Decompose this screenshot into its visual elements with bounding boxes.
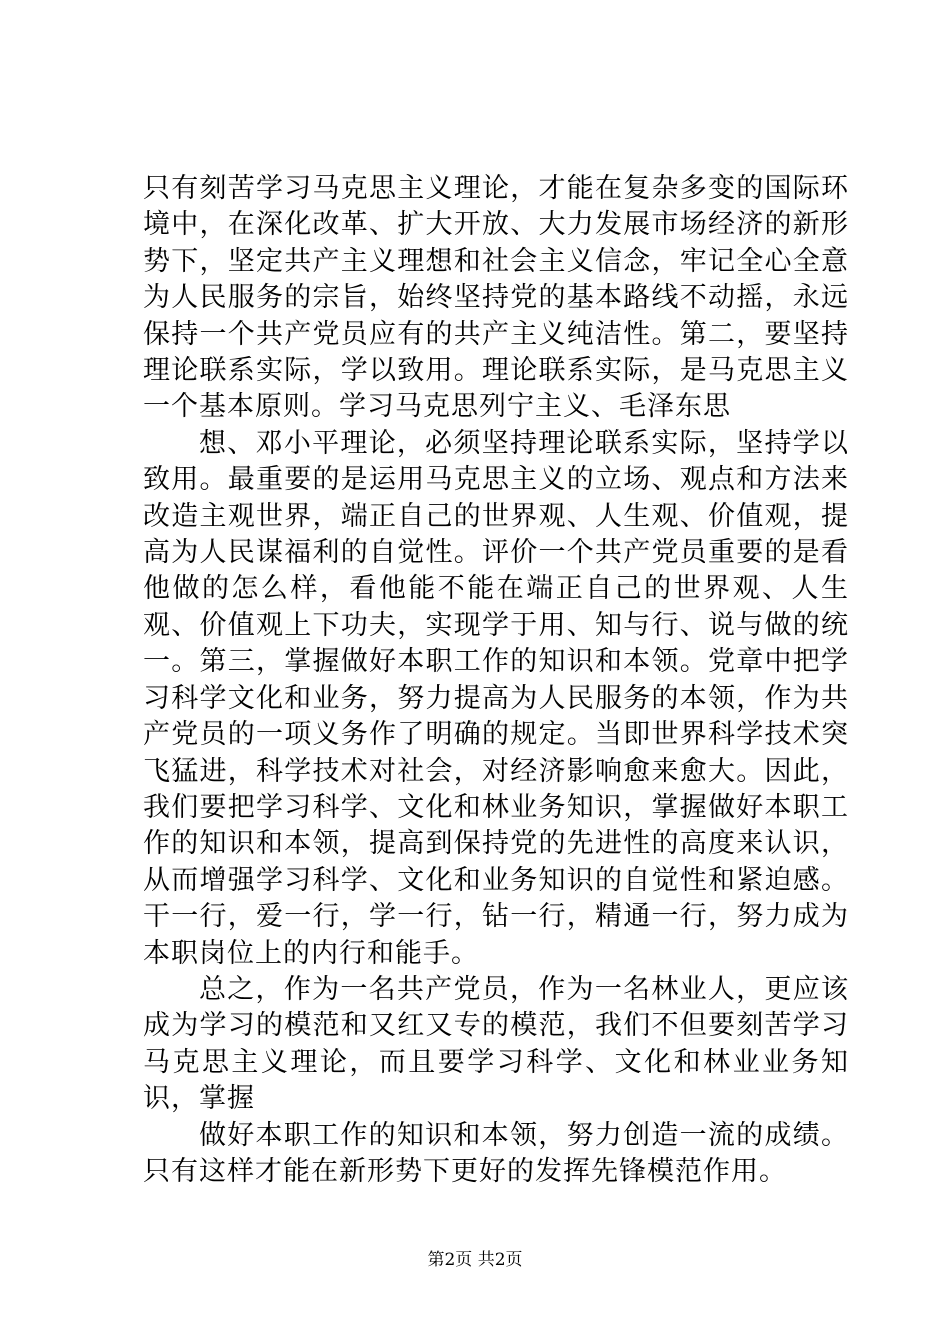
paragraph-4: 做好本职工作的知识和本领，努力创造一流的成绩。只有这样才能在新形势下更好的发挥先锋模范作用。 — [143, 1119, 849, 1187]
paragraph-1: 只有刻苦学习马克思主义理论，才能在复杂多变的国际环境中，在深化改革、扩大开放、大力发展市场经济的新形势下，坚定共产主义理想和社会主义信念，牢记全心全意为人民服务的宗旨，始终坚持党的基本路线不动摇，永远保持一个共产党员应有的共产主义纯洁性。第二，要坚持理论联系实际，学以致用。理论联系实际，是马克思主义一个基本原则。学习马克思列宁主义、毛泽东思 — [143, 173, 849, 423]
document-body — [143, 171, 849, 1190]
page-footer: 第2页 共2页 — [427, 1250, 523, 1270]
paragraph-2: 想、邓小平理论，必须坚持理论联系实际，坚持学以致用。最重要的是运用马克思主义的立场、观点和方法来改造主观世界，端正自己的世界观、人生观、价值观，提高为人民谋福利的自觉性。评价一个共产党员重要的是看他做的怎么样，看他能不能在端正自己的世界观、人生观、价值观上下功夫，实现学于用、知与行、说与做的统一。第三，掌握做好本职工作的知识和本领。党章中把学习科学文化和业务，努力提高为人民服务的本领，作为共产党员的一项义务作了明确的规定。当即世界科学技术突飞猛进，科学技术对社会，对经济影响愈来愈大。因此，我们要把学习科学、文化和林业务知识，掌握做好本职工作的知识和本领，提高到保持党的先进性的高度来认识，从而增强学习科学、文化和业务知识的自觉性和紧迫感。干一行，爱一行，学一行，钻一行，精通一行，努力成为本职岗位上的内行和能手。 — [143, 427, 849, 969]
paragraph-3: 总之，作为一名共产党员，作为一名林业人，更应该成为学习的模范和又红又专的模范，我们不但要刻苦学习马克思主义理论，而且要学习科学、文化和林业业务知识，掌握 — [143, 973, 849, 1115]
